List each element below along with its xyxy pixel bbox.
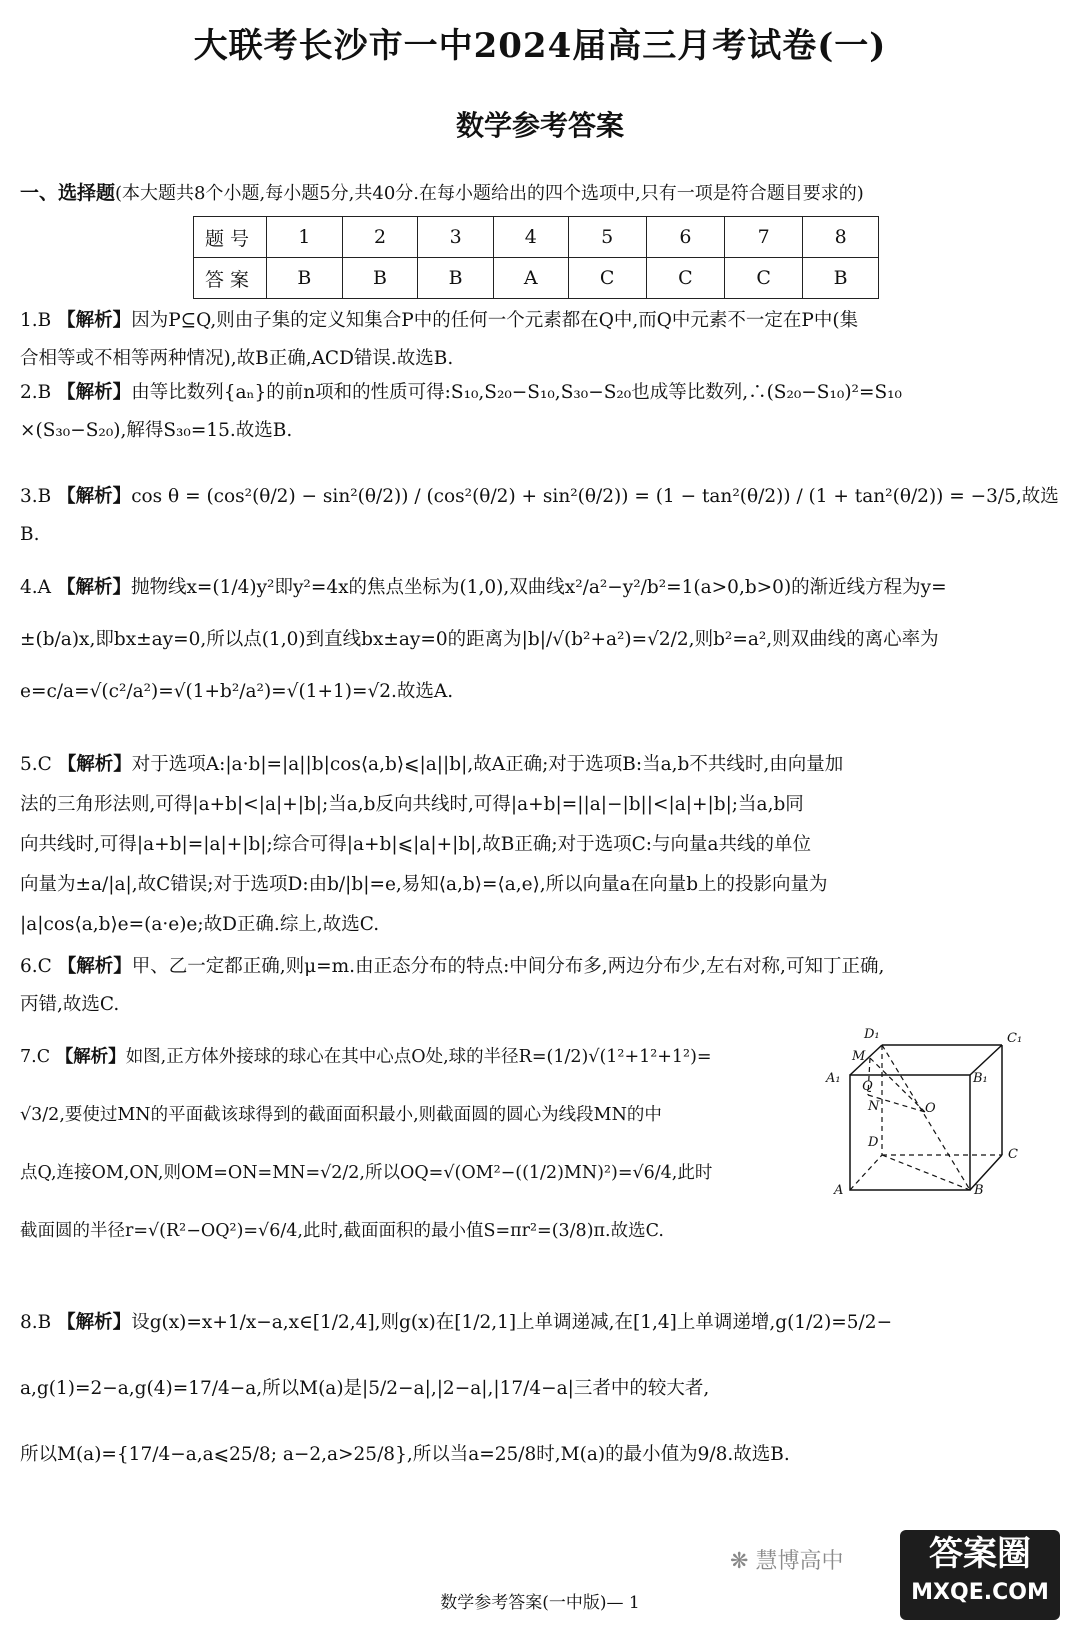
label-n: N [868,1099,880,1114]
solution-8: 8.B 【解析】设g(x)=x+1/x−a,x∈[1/2,4],则g(x)在[1/2,1]上单调递减,在[1,4]上单调递增,g(1/2)=5/2− a,g(1)=2−a,g(4)=17/4−a,所以M(a)是|5/2−a|,|2−a|,|17/4−a|三者中的较大者, 所以M(a)={17/4−a,a⩽25/8; a−2,a>25/8},所以当a=25/8时,M(a)的最小值为9/8.故选B. [20,1290,1060,1488]
label-c1: C₁ [1007,1031,1023,1046]
section-heading [20,178,1065,205]
solution-tag: 【解析】 [57,956,132,977]
label-b: B [974,1183,984,1198]
solution-choice: B [37,382,52,403]
table-cell: B [803,258,879,299]
solution-5: 5.C 【解析】对于选项A:|a·b|=|a||b|cos⟨a,b⟩⩽|a||b|,故A正确;对于选项B:当a,b不共线时,由向量加 法的三角形法则,可得|a+b|<|a|+|b|;当a,b反向共线时,可得|a+b|=||a|−|b||<|a|+|b|;当a,b同 向共线时,可得|a+b|=|a|+|b|;综合可得|a+b|⩽|a|+|b|,故B正确;对于选项C:与向量a共线的单位 向量为±a/|a|,故C错误;对于选项D:由b/|b|=e,易知⟨a,b⟩=⟨a,e⟩,所以向量a在向量b上的投影向量为 |a|cos⟨a,b⟩e=(a·e)e;故D正确.综上,故选C. [20,745,1060,945]
table-row-numbers [194,217,879,258]
solution-choice: B [37,310,52,331]
solution-tag: 【解析】 [57,754,132,775]
solution-line: cos θ = (cos²(θ/2) − sin²(θ/2)) / (cos²(θ/2) + sin²(θ/2)) = (1 − tan²(θ/2)) / (1 + tan²(θ/2)) = −3/5,故选B. [20,486,1059,545]
solution-1: 1.B 【解析】因为P⊆Q,则由子集的定义知集合P中的任何一个元素都在Q中,而Q中元素不一定在P中(集 合相等或不相等两种情况),故B正确,ACD错误.故选B. [20,302,1060,378]
label-a1: A₁ [826,1071,841,1086]
table-row-answers [194,258,879,299]
solution-line: e=c/a=√(c²/a²)=√(1+b²/a²)=√(1+1)=√2.故选A. [20,681,454,702]
label-b1: B₁ [973,1071,988,1086]
cube-figure [820,1020,1050,1200]
solution-line: 法的三角形法则,可得|a+b|<|a|+|b|;当a,b反向共线时,可得|a+b|=||a|−|b||<|a|+|b|;当a,b同 [20,794,804,815]
solution-line: 点Q,连接OM,ON,则OM=ON=MN=√2/2,所以OQ=√(OM²−((1/2)MN)²)=√6/4,此时 [20,1163,713,1183]
solution-line: 甲、乙一定都正确,则μ=m.由正态分布的特点:中间分布多,两边分布少,左右对称,可知丁正确, [131,956,885,977]
table-cell: 3 [418,217,494,258]
solution-7: 7.C 【解析】如图,正方体外接球的球心在其中心点O处,球的半径R=(1/2)√(1²+1²+1²)= √3/2,要使过MN的平面截该球得到的截面面积最小,则截面圆的圆心为线段MN的中 点Q,连接OM,ON,则OM=ON=MN=√2/2,所以OQ=√(OM²−((1/2)MN)²)=√6/4,此时 截面圆的半径r=√(R²−OQ²)=√6/4,此时,截面面积的最小值S=πr²=(3/8)π.故选C. [20,1028,810,1260]
solution-line: 由等比数列{aₙ}的前n项和的性质可得:S₁₀,S₂₀−S₁₀,S₃₀−S₂₀也成等比数列,∴(S₂₀−S₁₀)²=S₁₀ [131,382,902,403]
solution-line: ±(b/a)x,即bx±ay=0,所以点(1,0)到直线bx±ay=0的距离为|b|/√(b²+a²)=√2/2,则b²=a²,则双曲线的离心率为 [20,629,939,650]
solution-choice: A [37,577,52,598]
solution-line: 向量为±a/|a|,故C错误;对于选项D:由b/|b|=e,易知⟨a,b⟩=⟨a,e⟩,所以向量a在向量b上的投影向量为 [20,874,828,895]
table-cell: C [568,258,646,299]
solution-line: 合相等或不相等两种情况),故B正确,ACD错误.故选B. [20,348,454,369]
solution-number: 6 [20,956,32,977]
solution-line: ×(S₃₀−S₂₀),解得S₃₀=15.故选B. [20,420,293,441]
wechat-icon: ❋ [730,1549,749,1574]
solution-2: 2.B 【解析】由等比数列{aₙ}的前n项和的性质可得:S₁₀,S₂₀−S₁₀,S₃₀−S₂₀也成等比数列,∴(S₂₀−S₁₀)²=S₁₀ ×(S₃₀−S₂₀),解得S₃₀=15.故选B. [20,374,1060,450]
solution-tag: 【解析】 [57,486,132,507]
solution-6: 6.C 【解析】甲、乙一定都正确,则μ=m.由正态分布的特点:中间分布多,两边分布少,左右对称,可知丁正确, 丙错,故选C. [20,948,1060,1024]
cube-hidden-edge [850,1155,882,1190]
solution-line: 因为P⊆Q,则由子集的定义知集合P中的任何一个元素都在Q中,而Q中元素不一定在P中(集 [131,310,859,331]
solution-choice: B [37,486,52,507]
solution-number: 1 [20,310,32,331]
solution-choice: C [37,754,52,775]
table-cell: 7 [725,217,803,258]
solution-line: 丙错,故选C. [20,994,120,1015]
solution-line: 向共线时,可得|a+b|=|a|+|b|;综合可得|a+b|⩽|a|+|b|,故B正确;对于选项C:与向量a共线的单位 [20,834,812,855]
solution-line: 截面圆的半径r=√(R²−OQ²)=√6/4,此时,截面面积的最小值S=πr²=(3/8)π.故选C. [20,1221,664,1241]
document-subtitle: 数学参考答案 [455,109,624,142]
solution-4: 4.A 【解析】抛物线x=(1/4)y²即y²=4x的焦点坐标为(1,0),双曲线x²/a²−y²/b²=1(a>0,b>0)的渐近线方程为y= ±(b/a)x,即bx±ay=0,所以点(1,0)到直线bx±ay=0的距离为|b|/√(b²+a²)=√2/2,则b²=a²,则双曲线的离心率为 e=c/a=√(c²/a²)=√(1+b²/a²)=√(1+1)=√2.故选A. [20,562,1060,718]
table-cell: 8 [803,217,879,258]
solution-number: 4 [20,577,32,598]
solution-tag: 【解析】 [57,310,132,331]
table-cell: 1 [267,217,343,258]
site-logo-url: MXQE.COM [911,1580,1049,1605]
segment-d1b [882,1045,970,1190]
solution-line: a,g(1)=2−a,g(4)=17/4−a,所以M(a)是|5/2−a|,|2−a|,|17/4−a|三者中的较大者, [20,1378,710,1399]
cube-diagonal [882,1155,970,1190]
solution-line: 所以M(a)={17/4−a,a⩽25/8; a−2,a>25/8},所以当a=25/8时,M(a)的最小值为9/8.故选B. [20,1444,790,1465]
solution-number: 2 [20,382,32,403]
label-o: O [925,1101,936,1116]
table-cell: B [418,258,494,299]
label-m: M [852,1049,866,1064]
table-cell: B [342,258,418,299]
table-cell: C [646,258,724,299]
label-d1: D₁ [864,1027,880,1042]
solution-choice: C [36,1047,51,1067]
solution-line: √3/2,要使过MN的平面截该球得到的截面面积最小,则截面圆的圆心为线段MN的中 [20,1105,662,1125]
label-d: D [868,1135,879,1150]
solution-3: 3.B 【解析】cos θ = (cos²(θ/2) − sin²(θ/2)) / (cos²(θ/2) + sin²(θ/2)) = (1 − tan²(θ/2)) / (1 + tan²(θ/2)) = −3/5,故选B. [20,486,1059,545]
table-cell: 4 [493,217,568,258]
solution-tag: 【解析】 [57,382,132,403]
solution-number: 3 [20,486,32,507]
label-c: C [1008,1147,1018,1162]
table-cell: B [267,258,343,299]
section-note: (本大题共8个小题,每小题5分,共40分.在每小题给出的四个选项中,只有一项是符合题目要求的) [115,183,864,204]
solution-choice: C [37,956,52,977]
solution-tag: 【解析】 [57,1312,132,1333]
solution-tag: 【解析】 [56,577,131,598]
table-cell: 6 [646,217,724,258]
solution-line: |a|cos⟨a,b⟩e=(a·e)e;故D正确.综上,故选C. [20,914,380,935]
label-a: A [834,1183,844,1198]
solution-number: 5 [20,754,32,775]
table-cell: A [493,258,568,299]
table-cell: C [725,258,803,299]
solution-line: 设g(x)=x+1/x−a,x∈[1/2,4],则g(x)在[1/2,1]上单调递减,在[1,4]上单调递增,g(1/2)=5/2− [131,1312,893,1333]
solution-number: 7 [20,1047,32,1067]
solution-choice: B [37,1312,52,1333]
table-header-number: 题号 [194,217,267,258]
table-header-answer: 答案 [194,258,267,299]
answer-table [193,216,879,299]
table-cell: 2 [342,217,418,258]
solution-line: 对于选项A:|a·b|=|a||b|cos⟨a,b⟩⩽|a||b|,故A正确;对于选项B:当a,b不共线时,由向量加 [131,754,844,775]
solution-tag: 【解析】 [55,1047,126,1067]
solution-number: 8 [20,1312,32,1333]
solution-line: 抛物线x=(1/4)y²即y²=4x的焦点坐标为(1,0),双曲线x²/a²−y²/b²=1(a>0,b>0)的渐近线方程为y= [130,577,947,598]
site-logo-title: 答案圈 [929,1534,1031,1574]
table-cell: 5 [568,217,646,258]
solution-line: 如图,正方体外接球的球心在其中心点O处,球的半径R=(1/2)√(1²+1²+1²)= [125,1047,712,1067]
wechat-watermark [730,1544,843,1575]
document-title: 大联考长沙市一中2024届高三月考试卷(一) [193,26,887,66]
page-footer: 数学参考答案(一中版)— 1 [440,1593,640,1613]
label-q: Q [862,1079,873,1094]
wechat-watermark-text: 慧博高中 [755,1549,844,1574]
section-title: 一、选择题 [20,182,116,204]
